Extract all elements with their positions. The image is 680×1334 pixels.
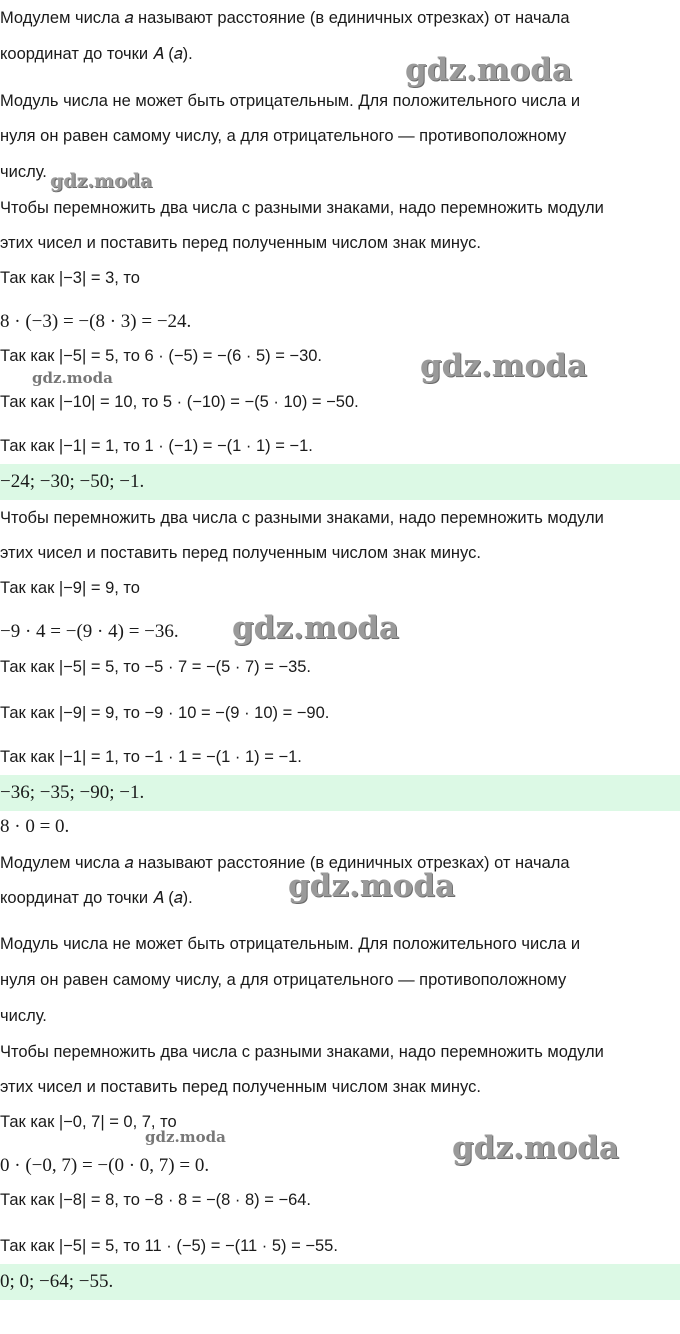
rule-text: числу. <box>0 1007 47 1025</box>
step-text: Так как |−1| = 1, то −1 · 1 = −(1 · 1) = −1. <box>0 748 302 766</box>
definition-text: Модулем числа 𝑎 называют расстояние (в единичных отрезках) от начала <box>0 854 570 872</box>
rule-text: нуля он равен самому числу, а для отрицательного — противоположному <box>0 127 567 145</box>
answer-text: 0; 0; −64; −55. <box>0 1271 114 1292</box>
step-text: Так как |−1| = 1, то 1 · (−1) = −(1 · 1) = −1. <box>0 437 313 455</box>
watermark: gdz.moda <box>232 610 399 646</box>
watermark: gdz.moda <box>50 170 153 192</box>
rule-text: Чтобы перемножить два числа с разными знаками, надо перемножить модули <box>0 1043 604 1061</box>
step-text: Так как |−5| = 5, то 11 · (−5) = −(11 · 5) = −55. <box>0 1237 338 1255</box>
watermark: gdz.moda <box>32 369 113 387</box>
math-line: −9 · 4 = −(9 · 4) = −36. <box>0 621 179 642</box>
definition-text: координат до точки 𝐴 (𝑎). <box>0 45 193 63</box>
step-text: Так как |−9| = 9, то <box>0 579 140 597</box>
rule-text: Чтобы перемножить два числа с разными знаками, надо перемножить модули <box>0 509 604 527</box>
rule-text: числу. <box>0 163 47 181</box>
answer-text: −36; −35; −90; −1. <box>0 782 145 803</box>
rule-text: этих чисел и поставить перед полученным числом знак минус. <box>0 1078 481 1096</box>
step-text: Так как |−3| = 3, то <box>0 269 140 287</box>
math-line: 0 · (−0, 7) = −(0 · 0, 7) = 0. <box>0 1155 210 1176</box>
math-line: 8 · (−3) = −(8 · 3) = −24. <box>0 311 192 332</box>
answer-box <box>0 1264 680 1300</box>
rule-text: нуля он равен самому числу, а для отрицательного — противоположному <box>0 971 567 989</box>
rule-text: Модуль числа не может быть отрицательным. Для положительного числа и <box>0 92 581 110</box>
rule-text: Чтобы перемножить два числа с разными знаками, надо перемножить модули <box>0 199 604 217</box>
watermark: gdz.moda <box>452 1130 619 1166</box>
step-text: Так как |−5| = 5, то 6 · (−5) = −(6 · 5) = −30. <box>0 347 323 365</box>
definition-text: Модулем числа 𝑎 называют расстояние (в единичных отрезках) от начала <box>0 9 570 27</box>
answer-box <box>0 464 680 500</box>
answer-box <box>0 775 680 811</box>
answer-line: 8 · 0 = 0. <box>0 816 70 837</box>
rule-text: Модуль числа не может быть отрицательным. Для положительного числа и <box>0 935 581 953</box>
rule-text: этих чисел и поставить перед полученным числом знак минус. <box>0 544 481 562</box>
watermark: gdz.moda <box>288 868 455 904</box>
rule-text: этих чисел и поставить перед полученным числом знак минус. <box>0 234 481 252</box>
step-text: Так как |−9| = 9, то −9 · 10 = −(9 · 10) = −90. <box>0 704 330 722</box>
step-text: Так как |−5| = 5, то −5 · 7 = −(5 · 7) = −35. <box>0 658 312 676</box>
step-text: Так как |−10| = 10, то 5 · (−10) = −(5 · 10) = −50. <box>0 393 359 411</box>
answer-text: −24; −30; −50; −1. <box>0 471 145 492</box>
step-text: Так как |−8| = 8, то −8 · 8 = −(8 · 8) = −64. <box>0 1191 312 1209</box>
watermark: gdz.moda <box>405 52 572 88</box>
watermark: gdz.moda <box>145 1128 226 1146</box>
definition-text: координат до точки 𝐴 (𝑎). <box>0 889 193 907</box>
watermark: gdz.moda <box>420 348 587 384</box>
step-text: Так как |−0, 7| = 0, 7, то <box>0 1113 177 1131</box>
